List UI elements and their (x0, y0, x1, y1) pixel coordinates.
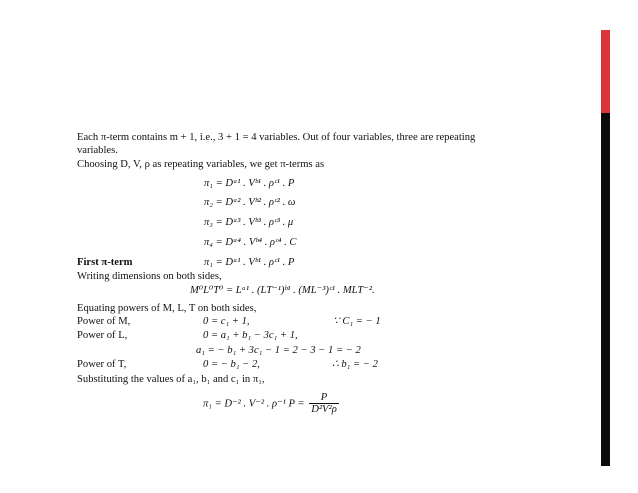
power-t-label: Power of T, (77, 359, 127, 370)
equation-pi3: π₃ = Dᵃ³ . Vᵇ³ . ρᶜ³ . μ (204, 217, 294, 228)
final-equation (203, 392, 339, 416)
power-m-result: ∵ C₁ = − 1 (333, 316, 381, 327)
accent-bar-red (601, 30, 610, 113)
text-line-3: Choosing D, V, ρ as repeating variables, we get π-terms as (77, 159, 325, 170)
text-line-2: variables. (77, 145, 118, 156)
final-fraction (309, 392, 339, 416)
writing-dimensions-text: Writing dimensions on both sides, (77, 271, 222, 282)
final-equation-lhs: π₁ = D⁻² . V⁻² . ρ⁻¹ P = (203, 398, 305, 410)
first-term-label: First π-term (77, 257, 133, 268)
dimensions-equation: M⁰L⁰T⁰ = Lᵃ¹ . (LT⁻¹)ᵇ¹ . (ML⁻³)ᶜ¹ . MLT⁻². (190, 285, 375, 296)
final-fraction-denominator: D²V²ρ (311, 404, 337, 415)
equation-pi2: π₂ = Dᵃ² . Vᵇ² . ρᶜ² . ω (204, 197, 296, 208)
accent-bar-black (601, 113, 610, 466)
equation-pi1: π₁ = Dᵃ¹ . Vᵇ¹ . ρᶜ¹ . P (204, 178, 295, 189)
power-l-equation-2: a₁ = − b₁ + 3c₁ − 1 = 2 − 3 − 1 = − 2 (196, 345, 361, 356)
power-l-equation: 0 = a₁ + b₁ − 3c₁ + 1, (203, 330, 298, 341)
power-l-label: Power of L, (77, 330, 128, 341)
equation-pi4: π₄ = Dᵃ⁴ . Vᵇ⁴ . ρᶜ⁴ . C (204, 237, 297, 248)
power-m-equation: 0 = c₁ + 1, (203, 316, 250, 327)
power-t-result: ∴ b₁ = − 2 (332, 359, 378, 370)
power-m-label: Power of M, (77, 316, 131, 327)
final-fraction-numerator: P (309, 392, 339, 404)
power-t-equation: 0 = − b₁ − 2, (203, 359, 260, 370)
text-line-1: Each π-term contains m + 1, i.e., 3 + 1 = 4 variables. Out of four variables, three are repeating (77, 132, 476, 143)
substituting-text: Substituting the values of a₁, b₁ and c₁ in π₁, (77, 374, 265, 385)
first-term-equation: π₁ = Dᵃ¹ . Vᵇ¹ . ρᶜ¹ . P (204, 257, 295, 268)
equating-text: Equating powers of M, L, T on both sides, (77, 303, 257, 314)
